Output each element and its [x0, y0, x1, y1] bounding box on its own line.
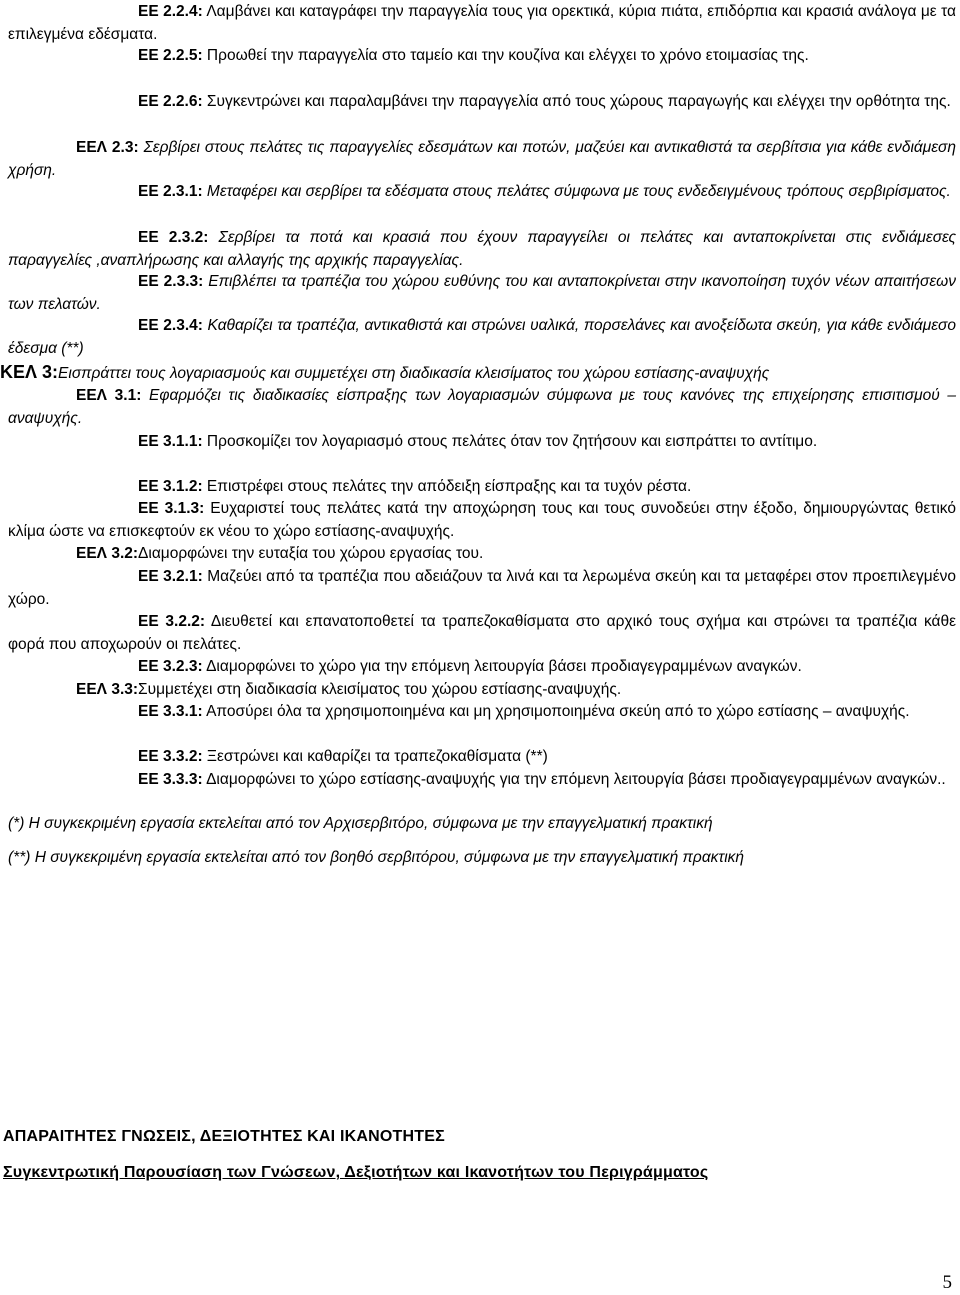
task-eel-3-1	[0, 384, 960, 430]
task-code: ΕΕ 3.1.3:	[138, 500, 205, 517]
task-code: ΕΕ 3.3.3:	[138, 771, 203, 788]
task-ee-3-2-1	[0, 565, 960, 611]
task-ee-3-2-2	[0, 610, 960, 656]
task-ee-2-3-1	[0, 180, 960, 203]
task-text: Λαμβάνει και καταγράφει την παραγγελία τους για ορεκτικά, κύρια πιάτα, επιδόρπια και κρασιά ανάλογα με τα επιλεγμένα εδέσματα.	[8, 3, 957, 43]
task-text: Επιστρέφει στους πελάτες την απόδειξη είσπραξης και τα τυχόν ρέστα.	[202, 478, 692, 495]
task-code: ΕΕΛ 3.3:	[76, 681, 139, 698]
task-text: Σερβίρει τα ποτά και κρασιά που έχουν παραγγείλει οι πελάτες και ανταποκρίνεται στις ενδιάμεσες παραγγελίες ,αναπλήρωσης και αλλαγής της αρχικής παραγγελίας.	[8, 229, 956, 269]
task-text: Διαμορφώνει το χώρο εστίασης-αναψυχής για την επόμενη λειτουργία βάσει προδιαγεγραμμένων αναγκών..	[202, 771, 946, 788]
task-ee-3-1-2	[0, 475, 960, 498]
task-ee-3-2-3	[0, 655, 960, 678]
task-ee-3-3-1	[0, 700, 960, 723]
task-code: ΕΕ 3.1.2:	[138, 478, 203, 495]
task-ee-2-2-6	[0, 90, 960, 113]
task-code: ΕΕ 3.3.1:	[138, 703, 203, 720]
task-text: Προσκομίζει τον λογαριασμό στους πελάτες όταν τον ζητήσουν και εισπράττει το αντίτιμο.	[202, 433, 818, 450]
task-text: Εισπράττει τους λογαριασμούς και συμμετέχει στη διαδικασία κλεισίματος του χώρου εστίασης-αναψυχής	[58, 365, 770, 382]
task-ee-2-2-4	[0, 0, 960, 46]
task-text: Καθαρίζει τα τραπέζια, αντικαθιστά και στρώνει υαλικά, πορσελάνες και ανοξείδωτα σκεύη, για κάθε ενδιάμεσο έδεσμα (**)	[8, 317, 957, 357]
task-text: Εφαρμόζει τις διαδικασίες είσπραξης των λογαριασμών σύμφωνα με τους κανόνες της επιχείρησης επισιτισμού – αναψυχής.	[8, 387, 956, 427]
task-eel-3-3	[0, 678, 960, 701]
task-code: ΕΕ 2.2.4:	[138, 3, 203, 20]
task-code: ΕΕ 2.3.4:	[138, 317, 203, 334]
task-text: Συγκεντρώνει και παραλαμβάνει την παραγγελία από τους χώρους παραγωγής και ελέγχει την ορθότητα της.	[202, 93, 951, 110]
task-text: Μεταφέρει και σερβίρει τα εδέσματα στους πελάτες σύμφωνα με τους ενδεδειγμένους τρόπους σερβιρίσματος.	[202, 183, 951, 200]
task-code: ΚΕΛ 3:	[0, 362, 59, 382]
task-text: Διευθετεί και επανατοποθετεί τα τραπεζοκαθίσματα στο αρχικό τους σχήμα και στρώνει τα τραπέζια κάθε φορά που αποχωρούν οι πελάτες.	[8, 613, 956, 653]
task-text: Προωθεί την παραγγελία στο ταμείο και την κουζίνα και ελέγχει το χρόνο ετοιμασίας της.	[202, 47, 809, 64]
task-code: ΕΕΛ 2.3:	[76, 139, 139, 156]
task-code: ΕΕΛ 3.1:	[76, 387, 142, 404]
task-code: ΕΕ 3.2.3:	[138, 658, 203, 675]
task-text: Επιβλέπει τα τραπέζια του χώρου ευθύνης του και ανταποκρίνεται στην ικανοποίηση τυχόν νέων απαιτήσεων των πελατών.	[8, 273, 956, 313]
footnote-assistant-waiter: (**) Η συγκεκριμένη εργασία εκτελείται από τον βοηθό σερβιτόρου, σύμφωνα με την επαγγελματική πρακτική	[8, 849, 745, 866]
task-ee-3-3-3	[0, 768, 960, 791]
section-subheading: Συγκεντρωτική Παρουσίαση των Γνώσεων, Δεξιοτήτων και Ικανοτήτων του Περιγράμματος	[3, 1164, 709, 1181]
section-heading: ΑΠΑΡΑΙΤΗΤΕΣ ΓΝΩΣΕΙΣ, ΔΕΞΙΟΤΗΤΕΣ ΚΑΙ ΙΚΑΝΟΤΗΤΕΣ	[3, 1128, 445, 1145]
task-code: ΕΕ 3.1.1:	[138, 433, 203, 450]
task-code: ΕΕ 2.2.5:	[138, 47, 203, 64]
footnote-head-waiter: (*) Η συγκεκριμένη εργασία εκτελείται από τον Αρχισερβιτόρο, σύμφωνα με την επαγγελματική πρακτική	[8, 815, 713, 832]
task-ee-2-3-4	[0, 314, 960, 360]
task-text: Διαμορφώνει το χώρο για την επόμενη λειτουργία βάσει προδιαγεγραμμένων αναγκών.	[202, 658, 802, 675]
task-text: Μαζεύει από τα τραπέζια που αδειάζουν τα λινά και τα λερωμένα σκεύη και τα μεταφέρει στον προεπιλεγμένο χώρο.	[8, 568, 956, 608]
task-text: Διαμορφώνει την ευταξία του χώρου εργασίας του.	[138, 545, 484, 562]
task-ee-3-1-1	[0, 430, 960, 453]
task-code: ΕΕ 3.3.2:	[138, 748, 203, 765]
task-eel-2-3	[0, 136, 960, 182]
task-text: Ξεστρώνει και καθαρίζει τα τραπεζοκαθίσματα (**)	[202, 748, 548, 765]
task-ee-2-3-2	[0, 226, 960, 272]
task-text: Σερβίρει στους πελάτες τις παραγγελίες εδεσμάτων και ποτών, μαζεύει και αντικαθιστά τα σερβίτσια για κάθε ενδιάμεση χρήση.	[8, 139, 957, 179]
task-code: ΕΕ 2.3.3:	[138, 273, 204, 290]
task-ee-2-2-5	[0, 44, 960, 67]
task-code: ΕΕ 2.2.6:	[138, 93, 203, 110]
task-text: Συμμετέχει στη διαδικασία κλεισίματος του χώρου εστίασης-αναψυχής.	[138, 681, 622, 698]
task-eel-3-2	[0, 542, 960, 565]
task-code: ΕΕ 3.2.1:	[138, 568, 203, 585]
task-code: ΕΕΛ 3.2:	[76, 545, 139, 562]
task-text: Ευχαριστεί τους πελάτες κατά την αποχώρηση τους και τους συνοδεύει στην έξοδο, δημιουργώντας θετικό κλίμα ώστε να επισκεφτούν εκ νέου το χώρο εστίασης-αναψυχής.	[8, 500, 956, 540]
page-number: 5	[942, 1272, 952, 1293]
task-code: ΕΕ 3.2.2:	[138, 613, 206, 630]
task-kel-3	[0, 361, 960, 385]
task-text: Αποσύρει όλα τα χρησιμοποιημένα και μη χρησιμοποιημένα σκεύη από το χώρο εστίασης – αναψυχής.	[202, 703, 910, 720]
task-ee-2-3-3	[0, 270, 960, 316]
task-code: ΕΕ 2.3.2:	[138, 229, 209, 246]
task-ee-3-3-2	[0, 745, 960, 768]
task-ee-3-1-3	[0, 497, 960, 543]
task-code: ΕΕ 2.3.1:	[138, 183, 203, 200]
